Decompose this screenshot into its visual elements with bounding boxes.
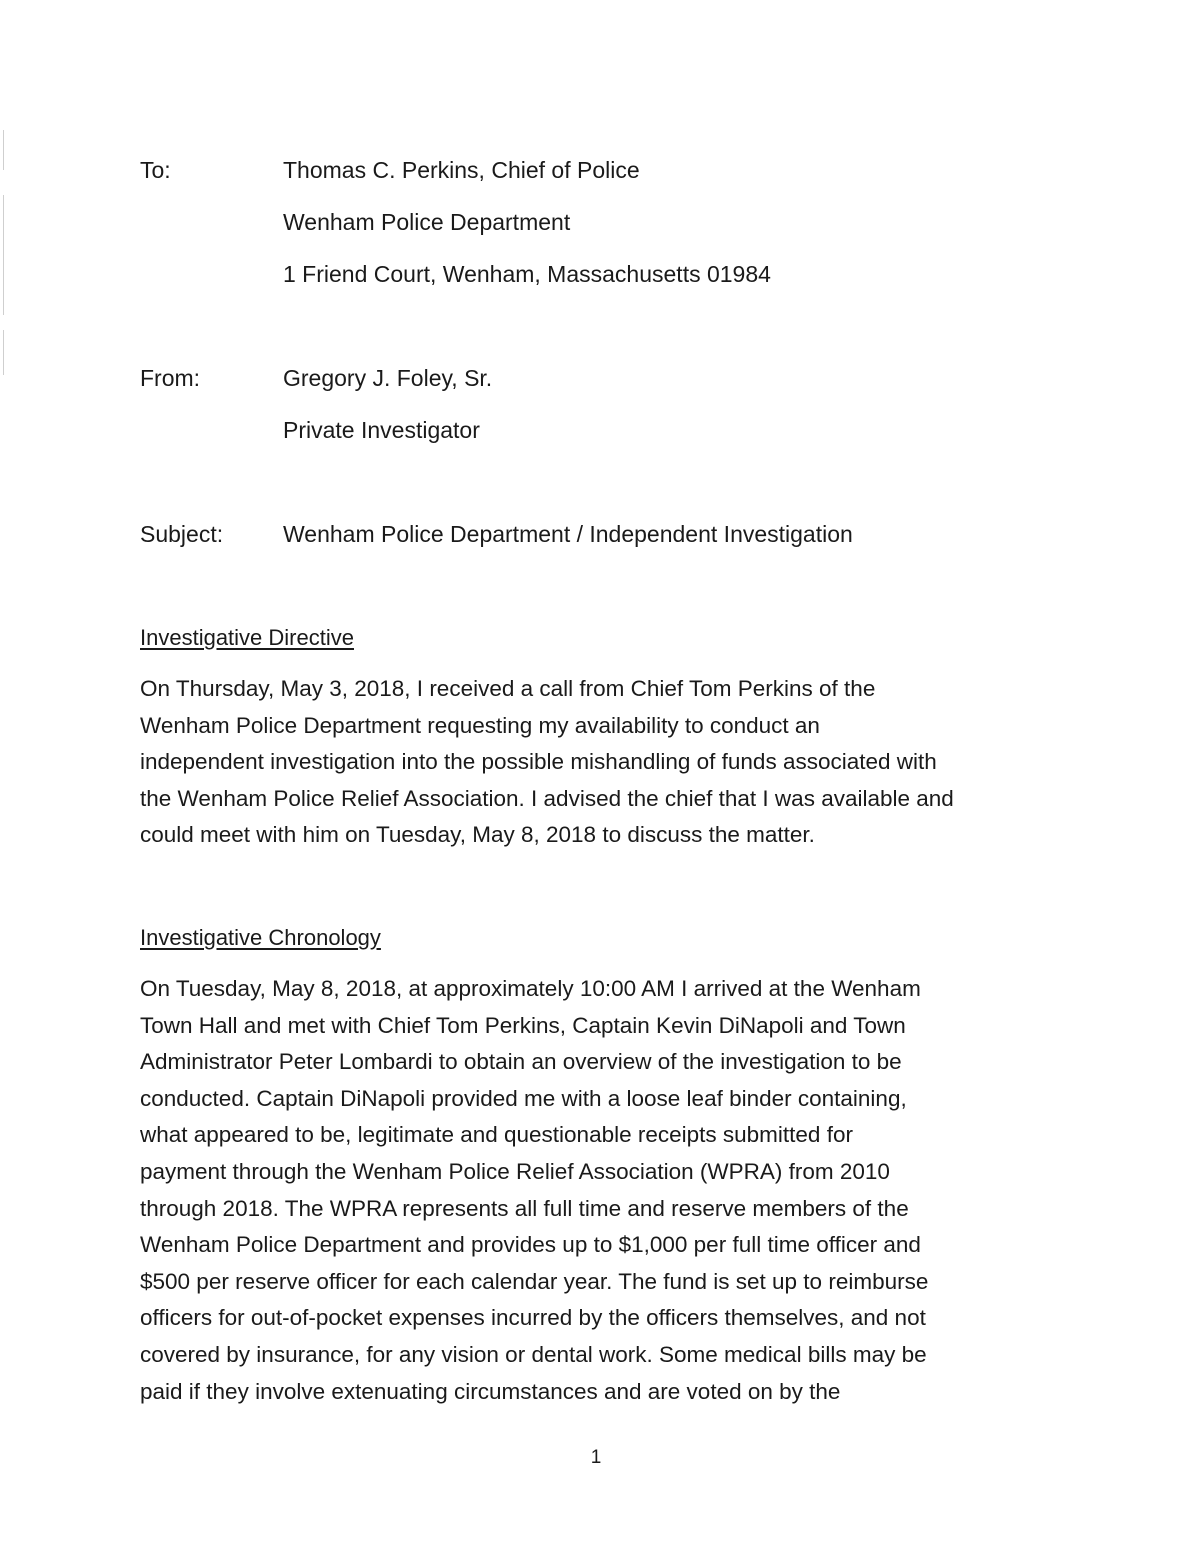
paragraph-line: what appeared to be, legitimate and questionable receipts submitted for (140, 1122, 853, 1148)
memo-from-label: From: (140, 365, 201, 391)
paragraph-line: officers for out-of-pocket expenses incurred by the officers themselves, and not (140, 1305, 926, 1331)
paragraph-line: covered by insurance, for any vision or dental work. Some medical bills may be (140, 1341, 927, 1367)
paragraph-line: On Tuesday, May 8, 2018, at approximately 10:00 AM I arrived at the Wenham (140, 976, 921, 1001)
paragraph-line: Administrator Peter Lombardi to obtain an overview of the investigation to be (140, 1049, 902, 1075)
scan-edge-mark (3, 330, 4, 375)
memo-from-line: Private Investigator (283, 417, 480, 443)
scan-edge-mark (3, 130, 4, 170)
section-paragraph (140, 971, 1045, 1410)
paragraph-line: independent investigation into the possible mishandling of funds associated with (140, 749, 937, 775)
memo-subject-text: Wenham Police Department / Independent Investigation (283, 521, 853, 547)
paragraph-line: the Wenham Police Relief Association. I advised the chief that I was available and (140, 785, 954, 811)
paragraph-line: Wenham Police Department requesting my availability to conduct an (140, 712, 820, 738)
memo-to-label: To: (140, 157, 171, 183)
section-paragraph (140, 671, 1045, 854)
paragraph-line: could meet with him on Tuesday, May 8, 2018 to discuss the matter. (140, 822, 815, 848)
paragraph-line: conducted. Captain DiNapoli provided me with a loose leaf binder containing, (140, 1085, 907, 1111)
memo-to-line: Thomas C. Perkins, Chief of Police (283, 157, 640, 183)
paragraph-line: paid if they involve extenuating circumstances and are voted on by the (140, 1378, 841, 1404)
memo-subject-label: Subject: (140, 521, 224, 547)
page-number: 1 (590, 1447, 602, 1468)
paragraph-line: Wenham Police Department and provides up to $1,000 per full time officer and (140, 1232, 921, 1258)
paragraph-line: $500 per reserve officer for each calendar year. The fund is set up to reimburse (140, 1268, 929, 1294)
paragraph-line: Town Hall and met with Chief Tom Perkins, Captain Kevin DiNapoli and Town (140, 1012, 906, 1038)
paragraph-line: payment through the Wenham Police Relief Association (WPRA) from 2010 (140, 1158, 890, 1184)
section-heading: Investigative Directive (140, 625, 354, 650)
paragraph-line: On Thursday, May 3, 2018, I received a call from Chief Tom Perkins of the (140, 676, 876, 701)
paragraph-line: through 2018. The WPRA represents all full time and reserve members of the (140, 1195, 909, 1221)
scan-edge-mark (3, 195, 4, 315)
section-heading: Investigative Chronology (140, 925, 381, 950)
memo-from-line: Gregory J. Foley, Sr. (283, 365, 493, 391)
memo-to-line: Wenham Police Department (283, 209, 571, 235)
memo-to-line: 1 Friend Court, Wenham, Massachusetts 01984 (283, 261, 771, 287)
